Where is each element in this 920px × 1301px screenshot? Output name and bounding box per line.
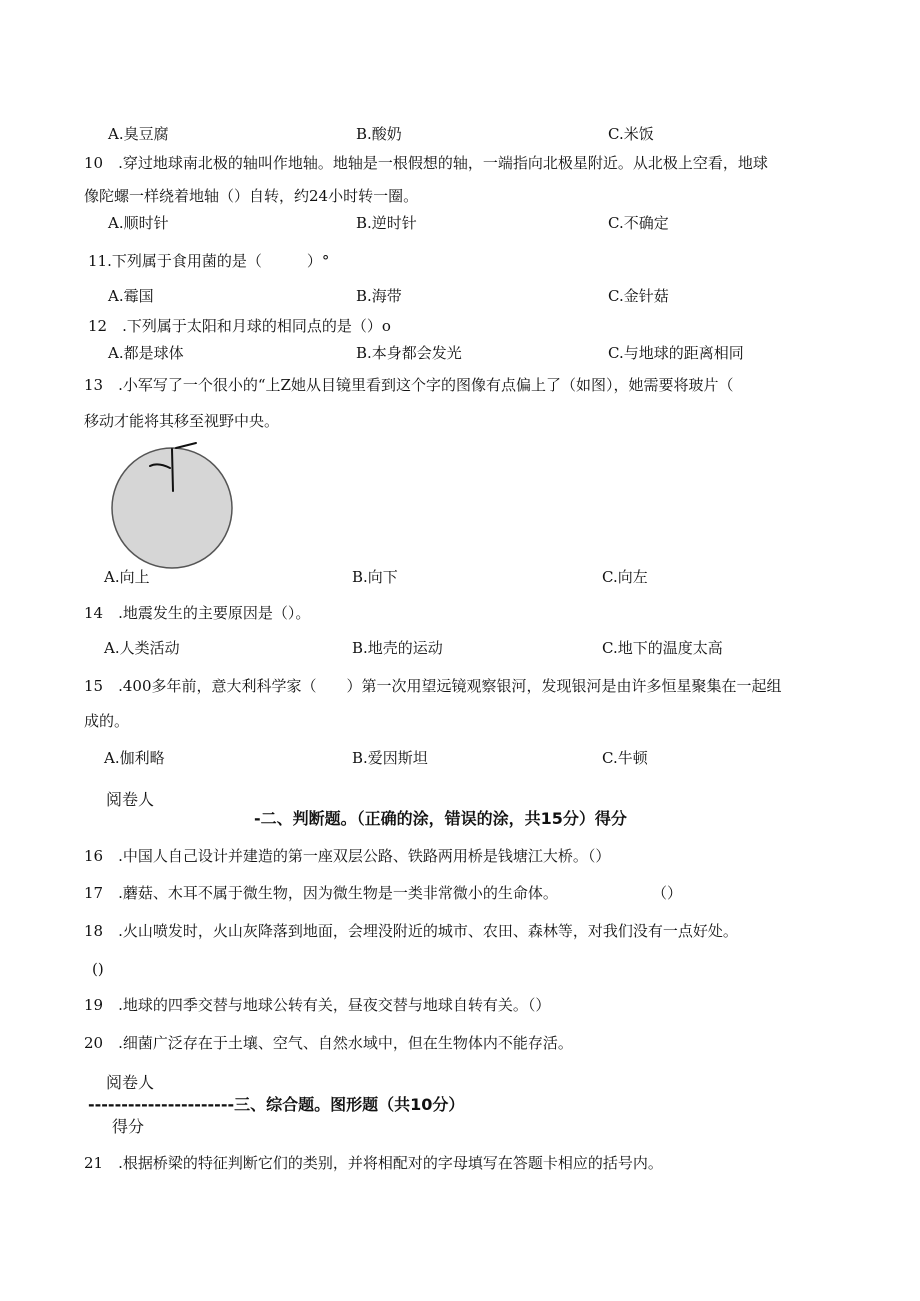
q9-option-b: B.酸奶 bbox=[356, 125, 402, 143]
q14-option-b: B.地壳的运动 bbox=[352, 639, 443, 657]
q10-option-b: B.逆时针 bbox=[356, 214, 417, 232]
q11-line1: 11.下列属于食用菌的是（ ）° bbox=[88, 252, 330, 270]
q14-option-a: A.人类活动 bbox=[104, 639, 180, 657]
q13-option-b: B.向下 bbox=[352, 568, 398, 586]
q13-option-c: C.向左 bbox=[602, 568, 648, 586]
q21-line: 21 .根据桥梁的特征判断它们的类别，并将相配对的字母填写在答题卡相应的括号内。 bbox=[84, 1154, 663, 1172]
q10-option-a: A.顺时针 bbox=[108, 214, 169, 232]
q10-line2: 像陀螺一样绕着地轴（）自转，约24小时转一圈。 bbox=[84, 187, 419, 205]
q11-option-c: C.金针菇 bbox=[608, 287, 669, 305]
section3-reviewer-label: 阅卷人 bbox=[106, 1073, 155, 1092]
section3-score-label: 得分 bbox=[112, 1117, 145, 1136]
q12-option-c: C.与地球的距离相同 bbox=[608, 344, 744, 362]
q11-option-b: B.海带 bbox=[356, 287, 402, 305]
q11-option-a: A.霉国 bbox=[108, 287, 154, 305]
section3-title: ----------------------三、综合题。图形题（共10分） bbox=[88, 1095, 465, 1114]
character-stroke-vertical bbox=[172, 449, 173, 491]
q13-line1: 13 .小军写了一个很小的“上Z她从目镜里看到这个字的图像有点偏上了（如图），她需要将玻片（ bbox=[84, 376, 734, 394]
q15-line1: 15 .400多年前，意大利科学家（ ）第一次用望远镜观察银河，发现银河是由许多恒星聚集在一起组 bbox=[84, 677, 782, 695]
q12-option-a: A.都是球体 bbox=[108, 344, 184, 362]
q13-line2: 移动才能将其移至视野中央。 bbox=[84, 412, 280, 430]
microscope-view-figure bbox=[106, 436, 238, 572]
q13-option-a: A.向上 bbox=[104, 568, 150, 586]
q14-line1: 14 .地震发生的主要原因是（）。 bbox=[84, 604, 311, 622]
q16-line: 16 .中国人自己设计并建造的第一座双层公路、铁路两用桥是钱塘江大桥。（） bbox=[84, 847, 611, 865]
q18-answer-paren: () bbox=[92, 960, 104, 978]
q14-option-c: C.地下的温度太高 bbox=[602, 639, 723, 657]
q15-option-b: B.爱因斯坦 bbox=[352, 749, 428, 767]
q9-option-c: C.米饭 bbox=[608, 125, 654, 143]
section2-title: -二、判断题。（正确的涂，错误的涂，共15分）得分 bbox=[254, 809, 627, 828]
q18-line1: 18 .火山喷发时，火山灰降落到地面，会埋没附近的城市、农田、森林等，对我们没有一点好处。 bbox=[84, 922, 738, 940]
microscope-view-svg bbox=[106, 436, 238, 572]
q19-line: 19 .地球的四季交替与地球公转有关，昼夜交替与地球自转有关。（） bbox=[84, 996, 551, 1014]
q17-line: 17 .蘑菇、木耳不属于微生物，因为微生物是一类非常微小的生命体。 bbox=[84, 884, 558, 902]
q15-option-c: C.牛顿 bbox=[602, 749, 648, 767]
q20-line: 20 .细菌广泛存在于土壤、空气、自然水域中，但在生物体内不能存活。 bbox=[84, 1034, 573, 1052]
character-stroke-top bbox=[176, 443, 196, 448]
q9-option-a: A.臭豆腐 bbox=[108, 125, 169, 143]
q12-option-b: B.本身都会发光 bbox=[356, 344, 462, 362]
q15-line2: 成的。 bbox=[84, 712, 130, 730]
q12-line1: 12 .下列属于太阳和月球的相同点的是（）o bbox=[88, 317, 391, 335]
q17-answer-paren: （） bbox=[652, 884, 683, 902]
section2-reviewer-label: 阅卷人 bbox=[106, 790, 155, 809]
q10-option-c: C.不确定 bbox=[608, 214, 669, 232]
q15-option-a: A.伽利略 bbox=[104, 749, 165, 767]
q10-line1: 10 .穿过地球南北极的轴叫作地轴。地轴是一根假想的轴，一端指向北极星附近。从北极上空看，地球 bbox=[84, 154, 768, 172]
